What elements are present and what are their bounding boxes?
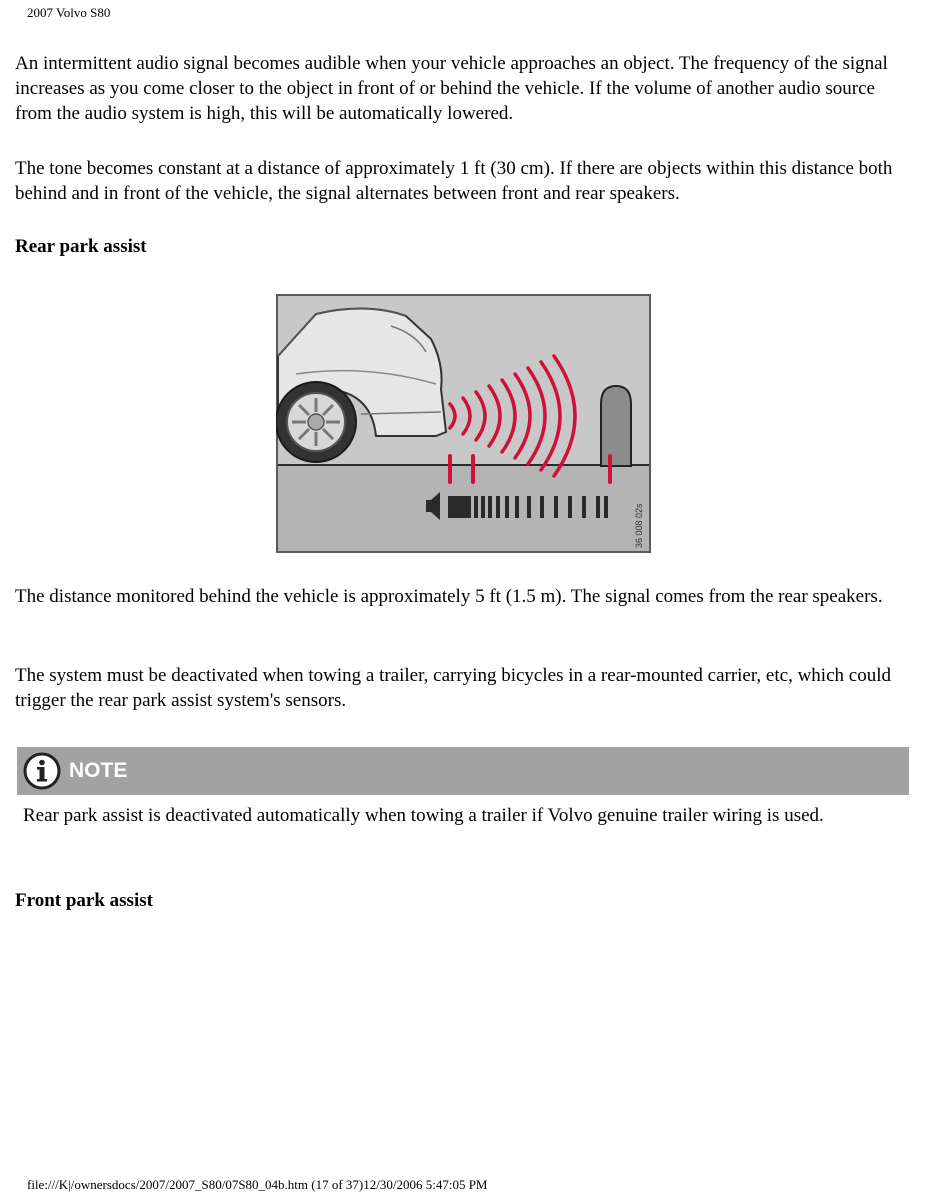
monitored-distance-paragraph: The distance monitored behind the vehicle is approximately 5 ft (1.5 m). The signal comes from the rear speakers. <box>15 586 883 607</box>
note-label: NOTE <box>69 759 128 782</box>
figure-code: 36 008 02s <box>634 503 644 548</box>
note-bar <box>17 747 909 795</box>
rear-park-assist-heading: Rear park assist <box>15 236 147 257</box>
note-text: Rear park assist is deactivated automatically when towing a trailer if Volvo genuine trailer wiring is used. <box>23 805 824 826</box>
info-icon <box>23 752 61 790</box>
page-header: 2007 Volvo S80 <box>27 5 111 20</box>
intro-paragraph: An intermittent audio signal becomes audible when your vehicle approaches an object. The frequency of the signal increases as you come closer to the object in front of or behind the vehicle. If the volume of another audio source from the audio system is high, this will be automatically lowered. <box>15 53 888 124</box>
front-park-assist-heading: Front park assist <box>15 890 153 911</box>
constant-tone-paragraph: The tone becomes constant at a distance of approximately 1 ft (30 cm). If there are objects within this distance both behind and in front of the vehicle, the signal alternates between front and rear speakers. <box>15 158 893 204</box>
page-footer: file:///K|/ownersdocs/2007/2007_S80/07S80_04b.htm (17 of 37)12/30/2006 5:47:05 PM <box>27 1177 488 1192</box>
deactivation-paragraph: The system must be deactivated when towing a trailer, carrying bicycles in a rear-mounted carrier, etc, which could trigger the rear park assist system's sensors. <box>15 665 891 711</box>
rear-park-assist-illustration <box>276 294 651 553</box>
